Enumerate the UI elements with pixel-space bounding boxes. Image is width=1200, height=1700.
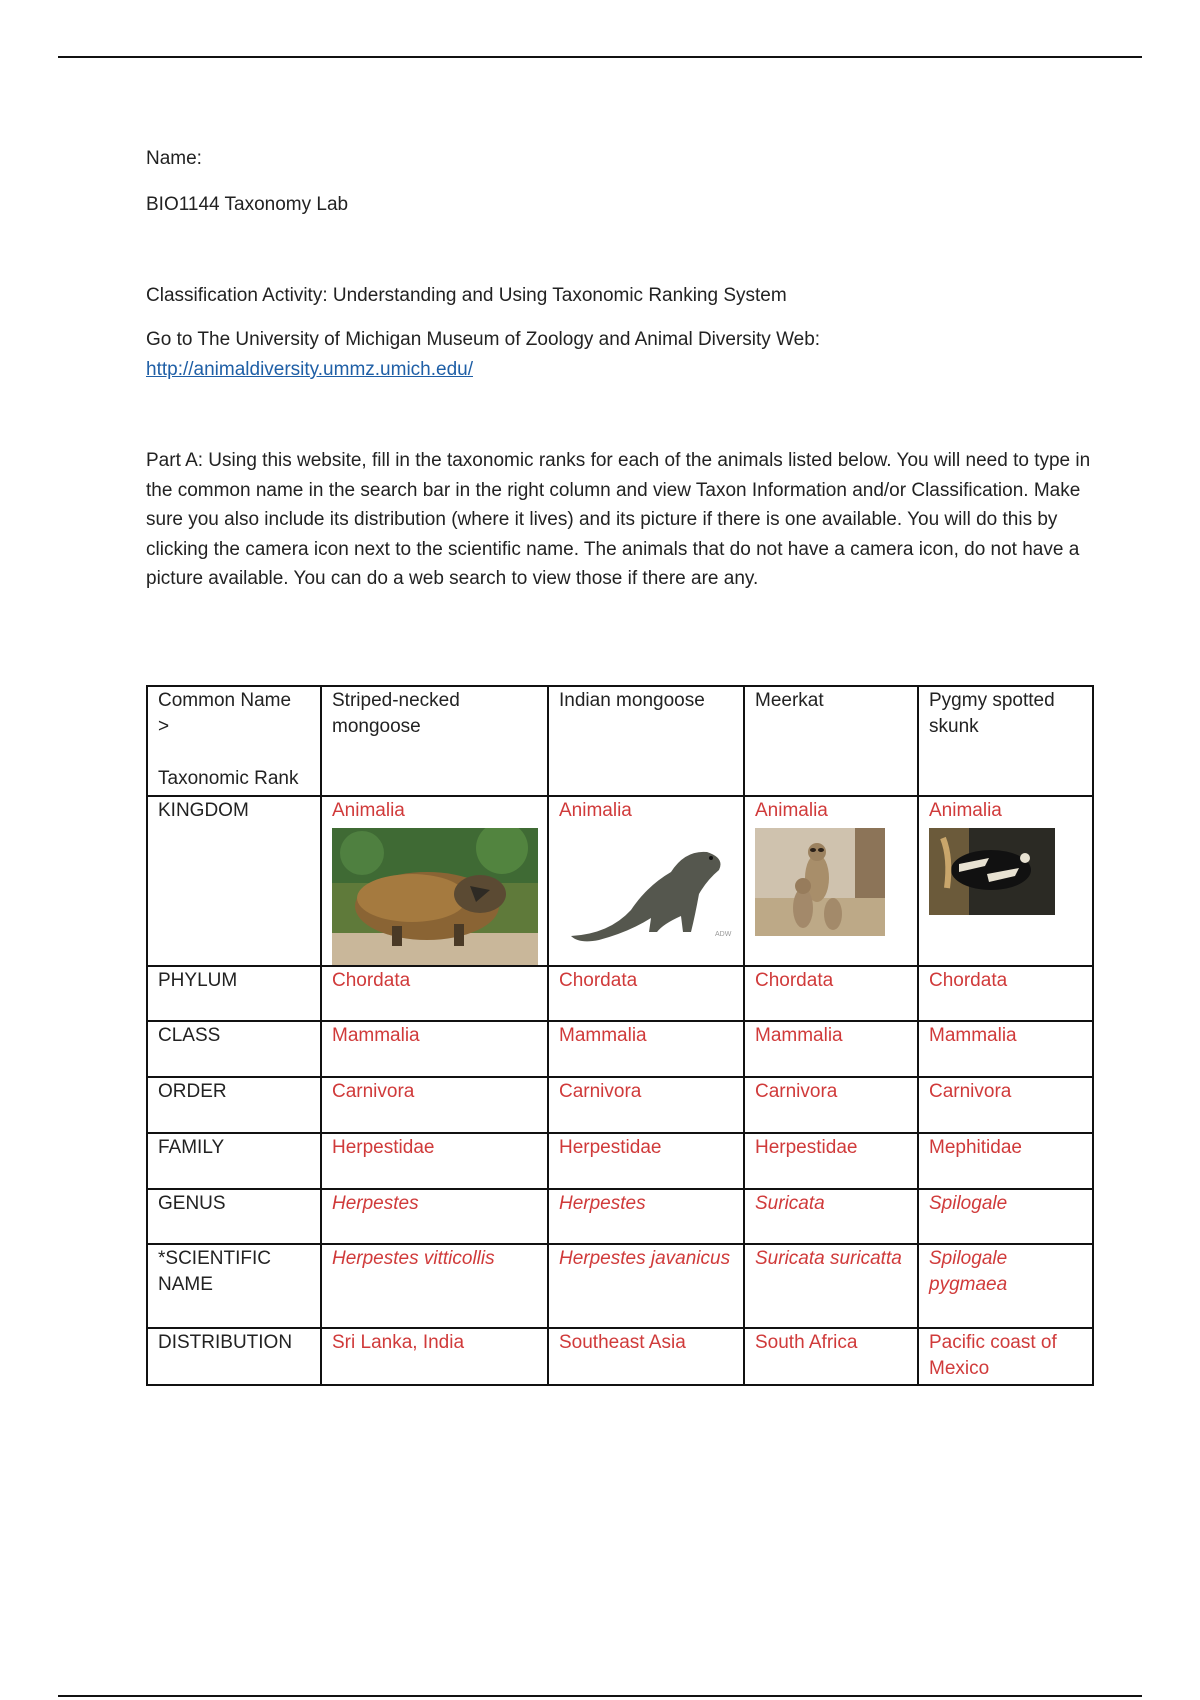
value-cell: Mammalia [548,1021,744,1077]
value-cell: Suricata suricatta [744,1244,918,1328]
indian-mongoose-illustration [559,828,735,948]
animal-diversity-link[interactable]: http://animaldiversity.ummz.umich.edu/ [146,359,473,380]
value-text: Animalia [332,800,405,821]
animal-name-cell: Striped-necked mongoose [321,686,548,796]
table-row [147,1077,1093,1133]
value-cell: Chordata [321,966,548,1021]
value-cell: Southeast Asia [548,1328,744,1385]
animal-name-cell: Pygmy spotted skunk [918,686,1093,796]
value-cell: Chordata [744,966,918,1021]
part-a-instructions: Part A: Using this website, fill in the taxonomic ranks for each of the animals listed below. You will need to type in the common name in the search bar in the right column and view Taxon Information and/or Classification. Make sure you also include its distribution (where it lives) and its picture if there is one available. You will do this by clicking the camera icon next to the scientific name. The animals that do not have a camera icon, do not have a picture available. You can do a web search to view those if there are any. [146,450,1091,589]
value-cell [321,796,548,966]
value-cell: Suricata [744,1189,918,1244]
table-row [147,796,1093,966]
value-cell: Herpestes [321,1189,548,1244]
value-cell: Spilogale pygmaea [918,1244,1093,1328]
value-text: Animalia [755,800,828,821]
table-row [147,1021,1093,1077]
value-text: Animalia [929,800,1002,821]
value-cell: Spilogale [918,1189,1093,1244]
rank-cell: GENUS [147,1189,321,1244]
value-cell: Herpestes javanicus [548,1244,744,1328]
value-cell: Mammalia [744,1021,918,1077]
table-header-row [147,686,1093,796]
header-corner-cell [147,686,321,796]
rank-cell: PHYLUM [147,966,321,1021]
header-common-name-label: Common Name [158,690,292,711]
table-row [147,1189,1093,1244]
bottom-rule [58,1695,1142,1697]
rank-cell: DISTRIBUTION [147,1328,321,1385]
rank-cell: FAMILY [147,1133,321,1189]
table-row [147,1328,1093,1385]
course-title: BIO1144 Taxonomy Lab [146,194,349,215]
header-taxonomic-rank-label: Taxonomic Rank [158,768,299,789]
animal-name-cell: Meerkat [744,686,918,796]
value-cell: South Africa [744,1328,918,1385]
value-cell [548,796,744,966]
value-cell: Mephitidae [918,1133,1093,1189]
rank-cell: KINGDOM [147,796,321,966]
value-cell: Herpestidae [548,1133,744,1189]
name-label: Name: [146,148,202,169]
table-row [147,966,1093,1021]
rank-cell: ORDER [147,1077,321,1133]
rank-cell: *SCIENTIFIC NAME [147,1244,321,1328]
value-cell [918,796,1093,966]
value-text: Animalia [559,800,632,821]
value-cell: Carnivora [744,1077,918,1133]
value-cell [744,796,918,966]
value-cell: Chordata [548,966,744,1021]
pygmy-spotted-skunk-photo [929,828,1055,915]
header-arrow-label: > [158,716,170,737]
value-cell: Chordata [918,966,1093,1021]
value-cell: Carnivora [918,1077,1093,1133]
svg-text:ADW: ADW [715,931,732,938]
value-cell: Sri Lanka, India [321,1328,548,1385]
value-cell: Herpestidae [321,1133,548,1189]
value-cell: Pacific coast of Mexico [918,1328,1093,1385]
value-cell: Herpestidae [744,1133,918,1189]
taxonomy-table [146,685,1094,1386]
table-row [147,1133,1093,1189]
value-cell: Carnivora [548,1077,744,1133]
value-cell: Mammalia [321,1021,548,1077]
rank-cell: CLASS [147,1021,321,1077]
striped-necked-mongoose-photo [332,828,538,965]
animal-name-cell: Indian mongoose [548,686,744,796]
value-cell: Herpestes [548,1189,744,1244]
top-rule [58,56,1142,58]
value-cell: Mammalia [918,1021,1093,1077]
activity-title: Classification Activity: Understanding and Using Taxonomic Ranking System [146,285,787,306]
value-cell: Herpestes vitticollis [321,1244,548,1328]
value-cell: Carnivora [321,1077,548,1133]
meerkat-photo [755,828,885,936]
goto-text: Go to The University of Michigan Museum of Zoology and Animal Diversity Web: [146,329,821,350]
table-row [147,1244,1093,1328]
